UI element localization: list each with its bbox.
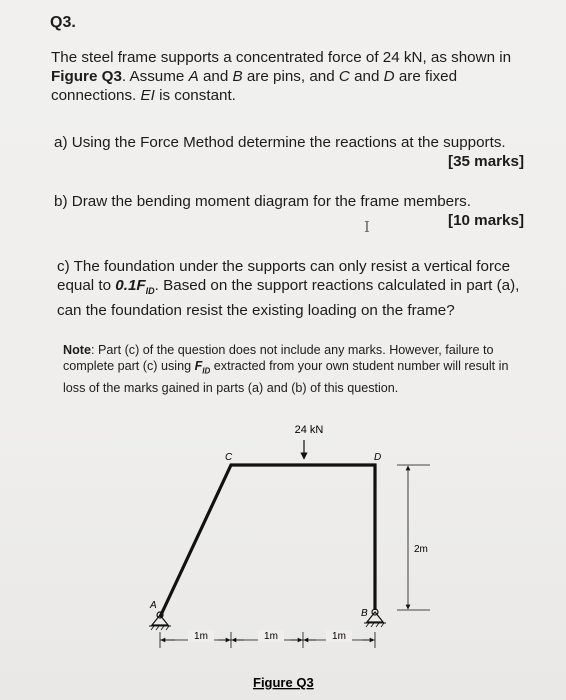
part-c-text: . Based on the support reactions calculated in part (a), can the foundation resist the existing loading on the frame? xyxy=(57,277,520,320)
note-text: : Part (c) of the question does not include any marks. However, failure to complete part (c) using xyxy=(63,343,494,373)
figure-caption: Figure Q3 xyxy=(253,675,314,690)
figure-reference: Figure Q3 xyxy=(51,68,122,85)
joint-c-ref: C xyxy=(338,68,350,85)
node-d-label: D xyxy=(374,452,382,463)
dim-label-2: 1m xyxy=(264,631,278,642)
node-c-label: C xyxy=(225,452,233,463)
factor-symbol: 0.1F xyxy=(115,277,146,294)
part-b-marks: [10 marks] xyxy=(448,212,524,229)
note-text: extracted from your own student number will result in loss of the marks gained in parts (a) and (b) of this question. xyxy=(63,359,509,395)
joint-d-ref: D xyxy=(383,68,395,85)
node-b-label: B xyxy=(361,608,368,619)
ei-symbol: EI xyxy=(140,87,155,104)
fid-subscript: ID xyxy=(202,366,211,376)
pin-support-a-icon xyxy=(149,612,171,630)
support-a-ref: A xyxy=(188,68,199,85)
intro-text: are pins, and xyxy=(242,68,339,85)
height-label: 2m xyxy=(414,544,428,555)
part-a-text: a) Using the Force Method determine the reactions at the supports. xyxy=(54,134,506,151)
dim-label-1: 1m xyxy=(194,631,208,642)
vertical-dimension xyxy=(397,465,430,610)
intro-text: The steel frame supports a concentrated force of 24 kN, as shown in xyxy=(51,49,512,66)
part-c-text: c) The foundation under the supports can only resist a vertical force equal to xyxy=(57,258,511,294)
question-number: Q3. xyxy=(50,14,76,31)
fid-symbol: F xyxy=(194,359,203,373)
intro-text: and xyxy=(198,68,233,85)
dim-label-3: 1m xyxy=(332,631,346,642)
factor-subscript: ID xyxy=(145,286,155,297)
node-a-label: A xyxy=(150,600,157,611)
intro-text: . Assume xyxy=(121,68,189,85)
intro-text: are fixed connections. xyxy=(51,68,458,104)
intro-text: and xyxy=(349,68,384,85)
part-b-text: b) Draw the bending moment diagram for the frame members. xyxy=(54,193,471,210)
text-cursor-icon: I xyxy=(364,218,370,236)
frame-members xyxy=(160,465,375,617)
note-label: Note xyxy=(63,343,91,357)
part-a-marks: [35 marks] xyxy=(448,153,524,170)
load-label: 24 kN xyxy=(294,424,324,436)
frame-line xyxy=(160,465,375,617)
intro-text: is constant. xyxy=(154,87,236,104)
support-b-ref: B xyxy=(232,68,243,85)
